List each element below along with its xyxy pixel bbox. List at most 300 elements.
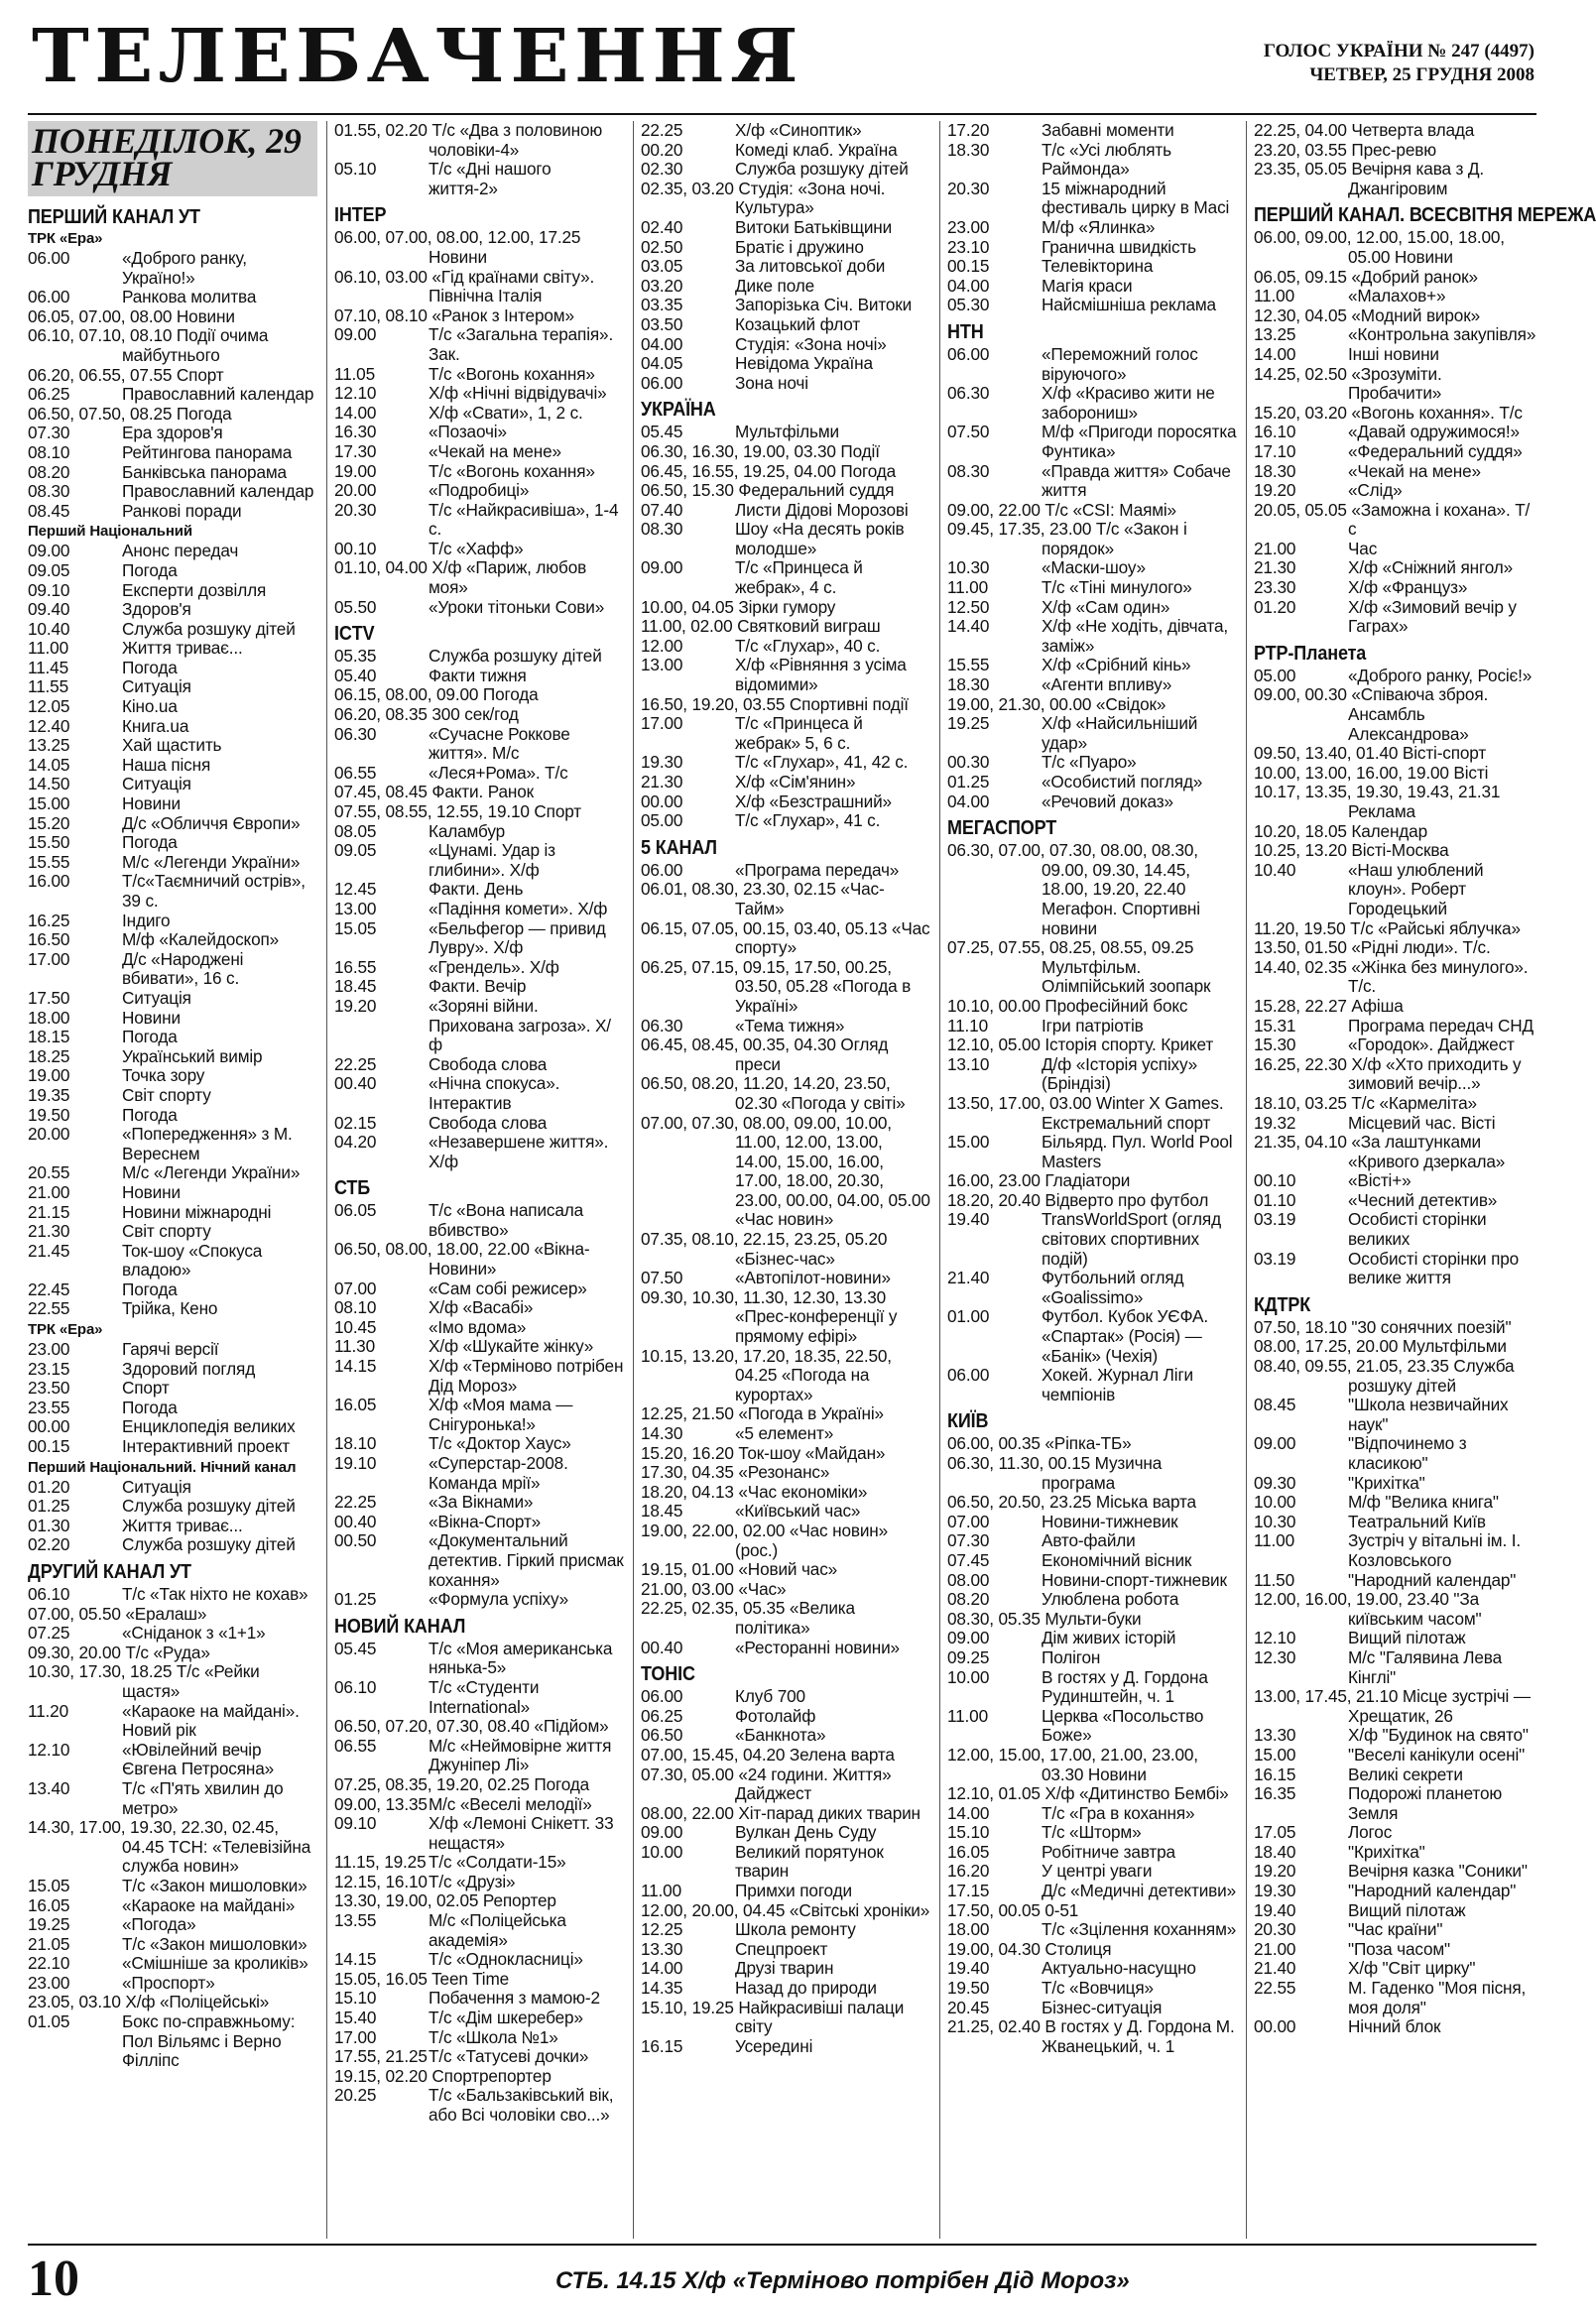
program-title: Експерти дозвілля [122, 579, 267, 600]
program-entry [1254, 121, 1537, 141]
program-entry [641, 520, 930, 558]
program-entry [1254, 744, 1537, 764]
program-entry [947, 1269, 1237, 1307]
program-entry [641, 558, 930, 597]
program-title: М/с «Неймовірне життя Джуніпер Лі» [429, 1735, 612, 1775]
program-time: 00.40 [334, 1511, 377, 1531]
program-entry [28, 502, 317, 522]
program-time: 07.40 [641, 499, 683, 520]
program-entry [1254, 1726, 1537, 1746]
program-time: 21.05 [28, 1933, 70, 1954]
program-time: 09.05 [28, 559, 70, 580]
header-rule [28, 113, 1536, 115]
program-time: 08.10 [334, 1297, 377, 1318]
program-time: 10.00, 04.05 Зірки гумору [641, 596, 836, 617]
program-entry [334, 1737, 624, 1775]
program-entry [334, 685, 624, 705]
program-title: Анонс передач [122, 541, 239, 561]
program-title: «Цунамі. Удар із глибини». Х/ф [429, 840, 555, 880]
program-title: Забавні моменти [1042, 120, 1174, 140]
program-title: Улюблена робота [1042, 1589, 1179, 1610]
program-time: 17.00 [334, 2026, 377, 2047]
program-time: 15.20 [28, 812, 70, 833]
program-title: За литовської доби [735, 256, 886, 277]
program-entry [1254, 764, 1537, 784]
program-entry [28, 930, 317, 950]
program-entry [28, 814, 317, 834]
program-time: 09.10 [334, 1813, 377, 1834]
program-time: 00.40 [334, 1073, 377, 1094]
program-title: Т/с «Принцеса й жебрак» 5, 6 с. [735, 713, 863, 753]
program-time: 00.20 [641, 139, 683, 160]
program-time: 06.25, 07.15, 09.15, 17.50, 00.25, 03.50, 05.28 «Погода в Україні» [641, 956, 912, 1016]
program-title: Х/ф «Васабі» [429, 1297, 534, 1318]
channel-heading: МЕГАСПОРТ [947, 817, 1057, 840]
program-entry [947, 1590, 1237, 1610]
channel-subheading: Перший Національний. Нічний канал [28, 1458, 297, 1476]
program-entry [947, 2017, 1237, 2056]
program-time: 10.00, 13.00, 16.00, 19.00 Вісті [1254, 762, 1489, 783]
schedule-column [947, 121, 1237, 2239]
program-title: Життя триває... [122, 1515, 243, 1535]
program-entry [334, 306, 624, 326]
program-entry [334, 2067, 624, 2087]
program-entry [28, 1417, 317, 1437]
program-time: 06.55 [334, 762, 377, 783]
program-title: Кіно.ua [122, 696, 178, 717]
program-time: 21.00 [28, 1181, 70, 1202]
program-entry [28, 600, 317, 620]
program-time: 12.30, 04.05 «Модний вирок» [1254, 304, 1480, 325]
program-title: М/с «Легенди України» [122, 1162, 301, 1183]
program-title: "Поза часом" [1348, 1938, 1451, 1959]
program-time: 15.20, 03.20 «Вогонь кохання». Т/с [1254, 402, 1523, 423]
program-entry [641, 1483, 930, 1503]
program-time: 22.55 [1254, 1978, 1296, 1999]
program-time: 07.00, 15.45, 04.20 Зелена варта [641, 1744, 895, 1765]
program-time: 07.00, 05.50 «Ералаш» [28, 1603, 207, 1624]
program-title: Ера здоров'я [122, 423, 223, 443]
program-title: «Незавершене життя». Х/ф [429, 1132, 609, 1171]
program-entry [1254, 268, 1537, 288]
program-entry [641, 1114, 930, 1231]
program-title: Здоровий погляд [122, 1358, 256, 1379]
program-title: Ситуація [122, 1476, 191, 1497]
program-entry [28, 1379, 317, 1399]
program-time: 17.00 [28, 948, 70, 969]
program-title: Український вимір [122, 1045, 263, 1066]
program-time: 21.35, 04.10 «За лаштунками «Кривого дзеркала» [1254, 1132, 1506, 1171]
program-entry [641, 1017, 930, 1036]
program-entry [641, 374, 930, 394]
program-time: 08.30, 05.35 Мульти-буки [947, 1608, 1142, 1629]
program-time: 17.15 [947, 1881, 990, 1901]
program-time: 15.05 [28, 1875, 70, 1895]
program-time: 23.55 [28, 1397, 70, 1417]
program-time: 19.25 [947, 713, 990, 734]
program-time: 07.30 [947, 1530, 990, 1551]
program-entry [641, 354, 930, 374]
program-entry [28, 775, 317, 794]
program-time: 18.40 [1254, 1841, 1296, 1862]
program-time: 01.30 [28, 1515, 70, 1535]
program-entry [1254, 822, 1537, 842]
program-entry [641, 1707, 930, 1727]
program-time: 15.05, 16.05 Teen Time [334, 1968, 510, 1989]
channel-subheading: ТРК «Ера» [28, 1321, 103, 1339]
program-time: 11.00, 02.00 Святковий виграш [641, 616, 881, 637]
program-entry [1254, 919, 1537, 939]
program-entry [947, 1610, 1237, 1630]
program-time: 23.35, 05.05 Вечірня кава з Д. Джангіровим [1254, 159, 1485, 198]
program-title: Ситуація [122, 676, 191, 697]
program-entry [1254, 2017, 1537, 2037]
program-entry [1254, 462, 1537, 482]
column-separator [1246, 121, 1247, 2239]
program-time: 02.50 [641, 236, 683, 257]
program-time: 06.30, 07.00, 07.30, 08.00, 08.30, 09.00, 09.30, 14.45, 18.00, 19.20, 22.40 Мегафон. Спортивні новини [947, 840, 1200, 938]
program-title: Новини-спорт-тижневик [1042, 1569, 1227, 1590]
program-entry [1254, 1746, 1537, 1766]
program-entry [28, 1935, 317, 1955]
program-time: 12.00 [641, 635, 683, 656]
program-entry [28, 1478, 317, 1498]
channel-heading: КДТРК [1254, 1293, 1311, 1316]
program-time: 21.30 [641, 772, 683, 792]
program-entry [641, 1901, 930, 1921]
program-entry [641, 1687, 930, 1707]
program-entry [947, 1055, 1237, 1094]
program-title: Місцевий час. Вісті [1348, 1112, 1496, 1133]
program-time: 22.25, 04.00 Четверта влада [1254, 120, 1475, 140]
program-title: «Ювілейний вечір Євгена Петросяна» [122, 1739, 275, 1779]
program-entry [947, 141, 1237, 180]
program-entry [1254, 1474, 1537, 1494]
program-entry [1254, 1210, 1537, 1249]
program-entry [641, 1940, 930, 1960]
program-title: М/с «Поліцейська академія» [429, 1910, 566, 1950]
program-time: 11.00 [947, 1705, 988, 1726]
program-title: Т/с «Дні нашого життя-2» [429, 159, 552, 198]
program-entry [947, 1551, 1237, 1571]
schedule-column [334, 121, 624, 2239]
program-time: 06.45, 16.55, 19.25, 04.00 Погода [641, 460, 897, 481]
program-time: 12.00, 15.00, 17.00, 21.00, 23.00, 03.30 Новини [947, 1744, 1198, 1784]
program-entry [28, 1644, 317, 1663]
program-entry [28, 1106, 317, 1126]
program-time: 20.30 [1254, 1919, 1296, 1940]
program-entry [947, 695, 1237, 715]
program-time: 00.40 [641, 1637, 683, 1657]
program-entry [947, 1133, 1237, 1171]
program-title: Т/с «Однокласниці» [429, 1949, 583, 1970]
program-entry [1254, 1513, 1537, 1532]
program-title: Вулкан День Суду [735, 1822, 877, 1843]
program-time: 03.05 [641, 256, 683, 277]
program-time: 19.25 [28, 1914, 70, 1935]
program-title: Бокс по-справжньому: Пол Вільямс і Верно Філліпс [122, 2011, 296, 2071]
program-title: Найсмішніша реклама [1042, 295, 1216, 315]
program-entry [947, 501, 1237, 521]
program-time: 16.05 [334, 1395, 377, 1415]
program-time: 19.30 [1254, 1881, 1296, 1901]
program-entry [947, 1784, 1237, 1804]
program-time: 09.40 [28, 599, 70, 620]
program-time: 12.10, 05.00 Історія спорту. Крикет [947, 1035, 1214, 1055]
program-time: 09.00 [641, 557, 683, 578]
program-time: 11.15, 19.25 [334, 1852, 427, 1873]
program-entry [947, 384, 1237, 423]
program-time: 06.10, 07.10, 08.10 Події очима майбутнього [28, 325, 269, 365]
program-entry [1254, 1035, 1537, 1055]
program-entry [641, 1522, 930, 1560]
program-title: Наша пісня [122, 754, 211, 775]
program-title: В гостях у Д. Гордона Рудинштейн, ч. 1 [1042, 1666, 1208, 1707]
column-separator [326, 121, 327, 2239]
program-time: 15.55 [28, 851, 70, 872]
program-title: "Народний календар" [1348, 1569, 1517, 1590]
program-title: Запорізька Січ. Витоки [735, 295, 913, 315]
program-title: «Імо вдома» [429, 1316, 527, 1337]
program-title: Т/с «Вогонь кохання» [429, 363, 595, 384]
program-time: 22.25 [334, 1492, 377, 1513]
program-time: 16.55 [334, 956, 377, 977]
program-entry [334, 1493, 624, 1513]
program-time: 19.40 [947, 1958, 990, 1979]
program-entry [1254, 365, 1537, 404]
program-entry [1254, 1862, 1537, 1882]
program-time: 12.10 [1254, 1628, 1296, 1648]
program-time: 17.50, 00.05 0-51 [947, 1899, 1079, 1920]
program-title: Телевікторина [1042, 256, 1154, 277]
program-title: Світ спорту [122, 1084, 211, 1105]
program-time: 19.00, 22.00, 02.00 «Час новин» (рос.) [641, 1520, 889, 1560]
program-time: 04.00 [947, 791, 990, 811]
program-entry [334, 1950, 624, 1970]
program-entry [28, 581, 317, 601]
program-time: 15.00 [947, 1132, 990, 1153]
program-entry [334, 598, 624, 618]
program-time: 15.40 [334, 2008, 377, 2028]
program-time: 16.15 [1254, 1764, 1296, 1784]
footer-rule [28, 2244, 1536, 2246]
program-title: «Сніданок з «1+1» [122, 1623, 266, 1644]
program-entry [1254, 1337, 1537, 1357]
program-title: Х/ф «Рівняння з усіма відомими» [735, 655, 907, 695]
program-title: «Малахов+» [1348, 286, 1446, 306]
program-time: 13.00 [641, 655, 683, 675]
program-entry [334, 423, 624, 442]
program-title: Зустріч у вітальні ім. І. Козловського [1348, 1530, 1521, 1570]
program-entry [1254, 598, 1537, 637]
program-title: «Правда життя» Собаче життя [1042, 460, 1231, 501]
program-title: Друзі тварин [735, 1958, 834, 1979]
program-title: Мультфільми [735, 422, 839, 442]
program-entry [641, 753, 930, 773]
program-time: 19.40 [947, 1209, 990, 1230]
program-time: 06.05, 09.15 «Добрий ранок» [1254, 266, 1478, 287]
program-entry [334, 764, 624, 784]
program-time: 16.15 [641, 2035, 683, 2056]
program-title: Школа ремонту [735, 1919, 856, 1940]
program-time: 03.19 [1254, 1248, 1296, 1269]
program-entry [641, 880, 930, 918]
program-title: Т/с «Пуаро» [1042, 752, 1137, 773]
program-time: 04.20 [334, 1132, 377, 1153]
program-entry [334, 442, 624, 462]
program-title: Х/ф «Сніжний янгол» [1348, 557, 1514, 578]
program-entry [641, 2037, 930, 2057]
program-time: 06.20, 08.35 300 сек/год [334, 704, 519, 725]
program-title: Погода [122, 832, 178, 853]
program-title: Д/с «Медичні детективи» [1042, 1881, 1236, 1901]
program-title: Більярд. Пул. World Pool Masters [1042, 1132, 1233, 1171]
program-title: Т/с «П'ять хвилин до метро» [122, 1777, 284, 1818]
program-time: 13.25 [28, 735, 70, 756]
program-title: Служба розшуку дітей [429, 646, 602, 667]
program-time: 01.00 [947, 1306, 990, 1327]
program-entry [947, 1862, 1237, 1882]
program-time: 06.30 [334, 723, 377, 744]
program-title: «Ресторанні новини» [735, 1637, 900, 1657]
program-title: Д/с «Обличчя Європи» [122, 812, 301, 833]
program-entry [947, 841, 1237, 938]
program-time: 06.50, 07.20, 07.30, 08.40 «Підйом» [334, 1716, 609, 1737]
program-title: Служба розшуку дітей [122, 1534, 296, 1555]
program-time: 08.30 [28, 481, 70, 502]
program-time: 20.05, 05.05 «Заможна і кохана». Т/с [1254, 499, 1531, 540]
program-title: Світ спорту [122, 1221, 211, 1242]
program-entry [334, 1298, 624, 1318]
program-time: 10.30 [947, 557, 990, 578]
program-entry [947, 1571, 1237, 1591]
program-time: 16.50 [28, 929, 70, 950]
program-entry [1254, 1940, 1537, 1960]
program-entry [641, 1804, 930, 1824]
program-title: Т/с «Вовчиця» [1042, 1978, 1154, 1999]
program-time: 16.20 [947, 1861, 990, 1882]
program-title: Актуально-насущно [1042, 1958, 1196, 1979]
program-entry [947, 1629, 1237, 1648]
program-time: 07.45 [947, 1549, 990, 1570]
program-time: 19.32 [1254, 1112, 1296, 1133]
program-time: 06.50, 20.50, 23.25 Міська варта [947, 1492, 1196, 1513]
program-title: Побачення з мамою-2 [429, 1988, 600, 2009]
program-entry [334, 1853, 624, 1873]
program-time: 11.50 [1254, 1569, 1294, 1590]
program-entry [1254, 1629, 1537, 1648]
program-title: «Суперстар-2008. Команда мрії» [429, 1453, 568, 1493]
program-time: 08.00, 17.25, 20.00 Мультфільми [1254, 1336, 1507, 1357]
program-time: 00.15 [947, 256, 990, 277]
program-time: 16.50, 19.20, 03.55 Спортивні події [641, 693, 909, 714]
issue-number: ГОЛОС УКРАЇНИ № 247 (4497) [1263, 41, 1535, 61]
program-title: Новини-тижневик [1042, 1511, 1178, 1531]
program-entry [641, 1347, 930, 1405]
program-title: «Формула успіху» [429, 1589, 568, 1610]
program-title: «Караоке на майдані». Новий рік [122, 1700, 300, 1741]
program-title: «Чесний детектив» [1348, 1189, 1498, 1210]
program-entry [28, 1818, 317, 1877]
issue-info [1264, 40, 1535, 87]
program-time: 08.00 [947, 1569, 990, 1590]
program-time: 23.30 [1254, 577, 1296, 598]
program-title: Подорожі планетою Земля [1348, 1783, 1503, 1823]
program-time: 14.00 [334, 402, 377, 423]
program-entry [28, 561, 317, 581]
program-entry [947, 1901, 1237, 1921]
program-title: Каламбур [429, 820, 506, 841]
program-time: 17.55, 21.25 [334, 2046, 428, 2067]
program-entry [947, 753, 1237, 773]
program-entry [947, 462, 1237, 501]
program-time: 15.55 [947, 655, 990, 675]
program-title: "Крихітка" [1348, 1472, 1425, 1493]
program-time: 13.30 [1254, 1725, 1296, 1746]
program-title: Х/ф «Не ходіть, дівчата, заміж» [1042, 616, 1229, 656]
program-entry [1254, 1531, 1537, 1570]
program-entry [28, 405, 317, 425]
program-time: 12.10 [28, 1739, 70, 1760]
program-entry [28, 463, 317, 483]
program-time: 23.20, 03.55 Прес-ревю [1254, 139, 1436, 160]
program-entry [28, 659, 317, 678]
program-time: 08.45 [1254, 1395, 1296, 1415]
program-entry [947, 1746, 1237, 1784]
program-time: 07.50 [947, 422, 990, 442]
program-time: 10.17, 13.35, 19.30, 19.43, 21.31 Реклама [1254, 782, 1501, 821]
program-entry [1254, 958, 1537, 997]
program-time: 20.30 [947, 178, 990, 198]
program-time: 19.15, 02.20 Спортрепортер [334, 2065, 552, 2086]
program-entry [641, 423, 930, 442]
program-entry [28, 307, 317, 327]
program-time: 15.30 [1254, 1035, 1296, 1055]
program-time: 20.45 [947, 1997, 990, 2017]
program-entry [28, 1702, 317, 1741]
program-entry [28, 620, 317, 640]
program-time: 21.45 [28, 1240, 70, 1261]
program-entry [947, 1366, 1237, 1404]
program-entry [947, 423, 1237, 461]
program-time: 17.00 [641, 713, 683, 734]
program-title: Хай щастить [122, 735, 222, 756]
program-entry [334, 1775, 624, 1795]
program-entry [641, 180, 930, 218]
program-time: 13.00, 17.45, 21.10 Місце зустрічі — Хрещатик, 26 [1254, 1686, 1531, 1726]
program-time: 04.00 [641, 333, 683, 354]
program-title: Футбольний огляд «Goalissimo» [1042, 1268, 1184, 1307]
program-time: 15.50 [28, 832, 70, 853]
program-title: "Відпочинемо з класикою" [1348, 1433, 1467, 1473]
program-entry [334, 1074, 624, 1113]
program-time: 07.00 [947, 1511, 990, 1531]
program-entry [641, 121, 930, 141]
program-time: 13.40 [28, 1777, 70, 1798]
program-title: 15 міжнародний фестиваль цирку в Масі [1042, 178, 1230, 218]
program-entry [641, 656, 930, 694]
program-title: Х/ф «Моя мама — Снігуронька!» [429, 1395, 573, 1434]
program-entry [1254, 861, 1537, 919]
program-entry [28, 736, 317, 756]
program-title: «Федеральний суддя» [1348, 440, 1523, 461]
program-entry [334, 481, 624, 501]
program-time: 21.40 [1254, 1958, 1296, 1979]
program-entry [641, 1979, 930, 1999]
program-entry [334, 1337, 624, 1357]
program-title: Час [1348, 538, 1378, 558]
program-entry [334, 1717, 624, 1737]
